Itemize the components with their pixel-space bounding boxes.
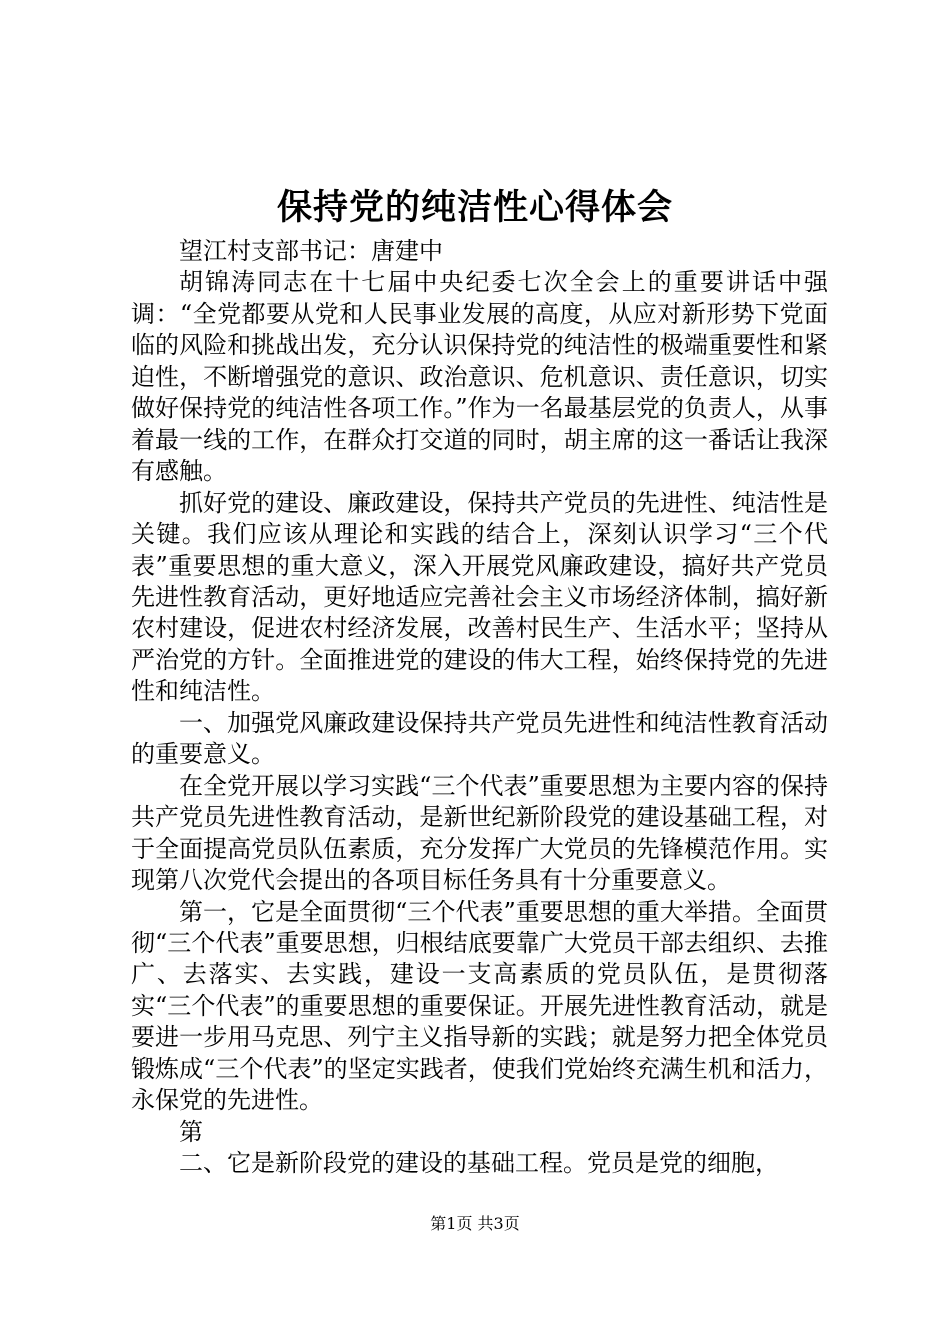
paragraph: 抓好党的建设、廉政建设，保持共产党员的先进性、纯洁性是关键。我们应该从理论和实践的结合上，深刻认识学习“三个代表”重要思想的重大意义，深入开展党风廉政建设，搞好共产党员先进性教育活动，更好地适应完善社会主义市场经济体制，搞好新农村建设，促进农村经济发展，改善村民生产、生活水平；坚持从严治党的方针。全面推进党的建设的伟大工程，始终保持党的先进性和纯洁性。 <box>131 488 828 706</box>
paragraph: 第一，它是全面贯彻“三个代表”重要思想的重大举措。全面贯彻“三个代表”重要思想，归根结底要靠广大党员干部去组织、去推广、去落实、去实践，建设一支高素质的党员队伍，是贯彻落实“三个代表”的重要思想的重要保证。开展先进性教育活动，就是要进一步用马克思、列宁主义指导新的实践；就是努力把全体党员锻炼成“三个代表”的坚定实践者，使我们党始终充满生机和活力，永保党的先进性。 <box>131 897 828 1115</box>
paragraph: 胡锦涛同志在十七届中央纪委七次全会上的重要讲话中强调：“全党都要从党和人民事业发展的高度，从应对新形势下党面临的风险和挑战出发，充分认识保持党的纯洁性的极端重要性和紧迫性，不断增强党的意识、政治意识、危机意识、责任意识，切实做好保持党的纯洁性各项工作。”作为一名最基层党的负责人，从事着最一线的工作，在群众打交道的同时，胡主席的这一番话让我深有感触。 <box>131 268 828 486</box>
page-footer: 第1页 共3页 <box>430 1214 520 1233</box>
paragraph: 第 <box>179 1117 203 1146</box>
paragraph: 在全党开展以学习实践“三个代表”重要思想为主要内容的保持共产党员先进性教育活动，是新世纪新阶段党的建设基础工程，对于全面提高党员队伍素质，充分发挥广大党员的先锋模范作用。实现第八次党代会提出的各项目标任务具有十分重要意义。 <box>131 771 828 895</box>
document-body <box>131 236 828 1180</box>
author-line: 望江村支部书记：唐建中 <box>179 237 443 265</box>
section-heading: 一、加强党风廉政建设保持共产党员先进性和纯洁性教育活动的重要意义。 <box>131 708 828 769</box>
paragraph: 二、它是新阶段党的建设的基础工程。党员是党的细胞， <box>179 1149 779 1178</box>
document-title: 保持党的纯洁性心得体会 <box>276 187 673 228</box>
